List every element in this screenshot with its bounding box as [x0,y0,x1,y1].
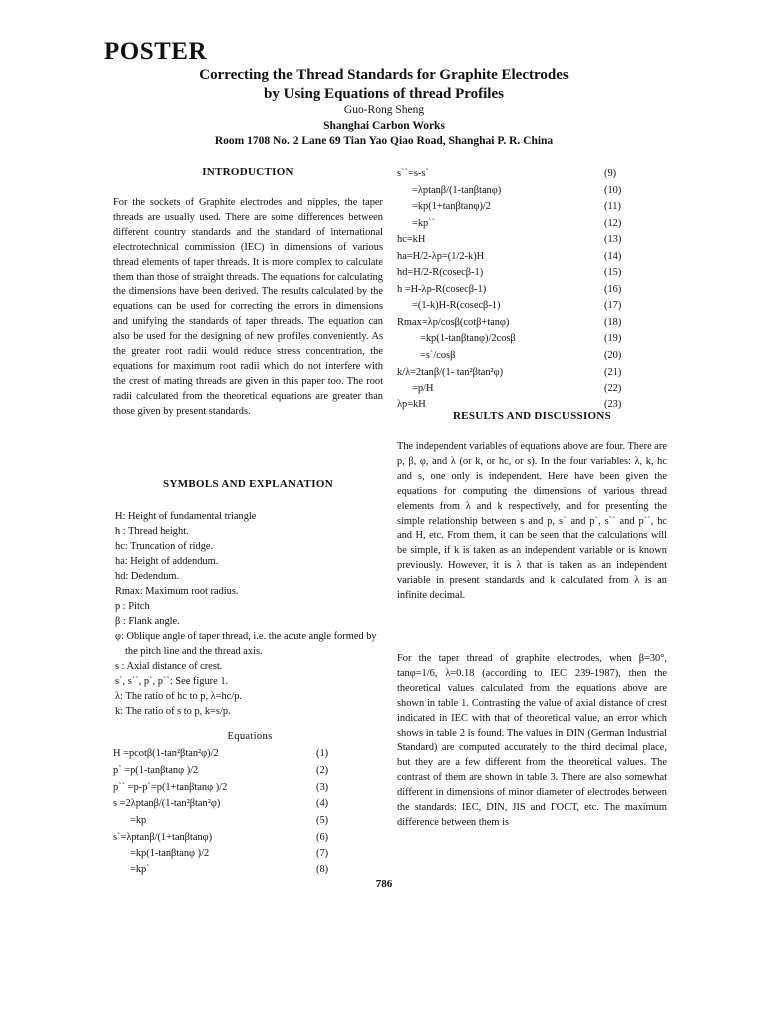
equation-number: (10) [604,185,622,196]
symbol-item: hc: Truncation of ridge. [115,541,214,552]
equation-expr: =kp(1+tanβtanφ)/2 [412,201,491,212]
equation-number: (12) [604,218,622,229]
results-paragraph-1: The independent variables of equations above are four. There are p, β, φ, and λ (or k, or hc, or s). In the four variables: λ, k, hc and s, one only is independent. Here have been given the equations for computing the dimensions of various thread elements from λ and k respectively, and for presenting the simple relationship between s and p, s` and p`, s`` and p``, hc and H, etc. From them, it can be seen that the calculations will be simple, if k is taken as an independent variable or is known previously. However, it is λ that is taken as an independent variable in present standards and k calculated from λ is an infinite decimal. [397,441,667,602]
equation-number: (19) [604,333,622,344]
symbols-heading: SYMBOLS AND EXPLANATION [163,478,333,490]
equation-number: (13) [604,234,622,245]
equations-heading: Equations [227,731,273,742]
symbol-item: ha: Height of addendum. [115,556,219,567]
equation-expr: k/λ=2tanβ/(1- tan²βtan²φ) [397,367,504,378]
equation-expr: H =pcotβ(1-tan²βtan²φ)/2 [113,748,219,759]
affiliation: Shanghai Carbon Works [323,120,445,132]
equation-number: (21) [604,367,622,378]
equation-expr: ha=H/2-λp=(1/2-k)H [397,251,485,262]
equation-number: (15) [604,267,622,278]
results-paragraph-2: For the taper thread of graphite electrodes, when β=30°, tanφ=1/6, λ=0.18 (according to IEC 239-1987), then the theoretical values calculated from the equations above are shown in table 1. Contrasting the value of axial distance of crest indicated in IEC with that of theoretical value, an error which shows in table 2 is found. The values in DIN (German Industrial Standard) are computed accurately to the third decimal place, but they are a few different from the theoretical values. The contrast of them are shown in table 3. There are also somewhat different in dimensions of minor diameter of electrodes between the standards: IEC, DIN, JIS and ГОСТ, etc. The maximum difference between them is [397,653,667,828]
equation-number: (8) [316,864,329,875]
equation-number: (23) [604,399,622,410]
poster-label: POSTER [104,38,208,65]
symbols-list [115,509,385,719]
equation-number: (18) [604,317,622,328]
page-number: 786 [375,878,393,890]
equation-number: (5) [316,815,329,826]
equation-number: (16) [604,284,622,295]
equation-expr: p`` =p-p`=p(1+tanβtanφ )/2 [113,782,228,793]
symbol-item: φ: Oblique angle of taper thread, i.e. the acute angle formed by the pitch line and the thread axis. [115,631,377,657]
equation-number: (14) [604,251,622,262]
symbol-item: s`, s``, p`, p``: See figure 1. [115,676,229,687]
equation-expr: Rmax=λp/cosβ(cotβ+tanφ) [397,317,510,328]
equation-number: (3) [316,782,329,793]
equation-expr: =kp` [130,864,150,875]
symbol-item: Rmax: Maximum root radius. [115,586,239,597]
equation-expr: p` =p(1-tanβtanφ )/2 [113,765,199,776]
equation-expr: s =2λptanβ/(1-tan²βtan²φ) [113,798,221,809]
equation-number: (22) [604,383,622,394]
equation-expr: =λptanβ/(1-tanβtanφ) [412,185,502,196]
symbol-item: k: The ratio of s to p, k=s/p. [115,706,231,717]
equation-number: (6) [316,832,329,843]
equation-number: (7) [316,848,329,859]
equation-expr: =kp(1-tanβtanφ)/2cosβ [420,333,516,344]
equation-expr: =s`/cosβ [420,350,456,361]
equation-number: (2) [316,765,329,776]
address: Room 1708 No. 2 Lane 69 Tian Yao Qiao Road, Shanghai P. R. China [214,135,554,147]
equation-expr: =kp [130,815,147,826]
symbol-item: h : Thread height. [115,526,189,537]
equation-expr: h =H-λp-R(cosecβ-1) [397,284,487,295]
equation-number: (1) [316,748,329,759]
equation-expr: λp=kH [397,399,426,410]
equation-number: (17) [604,300,622,311]
equation-expr: =kp`` [412,218,436,229]
equation-expr: hd=H/2-R(cosecβ-1) [397,267,484,278]
paper-title-line1: Correcting the Thread Standards for Graphite Electrodes [199,67,569,83]
symbol-item: λ: The ratio of hc to p, λ=hc/p. [115,691,243,702]
equation-expr: =p/H [412,383,434,394]
equation-number: (4) [316,798,329,809]
introduction-text: For the sockets of Graphite electrodes and nipples, the taper threads are usually used. There are some differences between different country standards and the standard of international electrotechnical commission (IEC) in dimensions of various thread elements of taper threads. It is more complex to calculate them than those of straight threads. The equations for calculating the dimensions have been derived. The results calculated by the equations can be used for correcting the errors in dimensions and unifying the standards of taper threads. The equation can also be used for the designing of new profiles conveniently. As the greater root radii would reduce stress concentration, the equations for maximum root radii which do not interfere with the crest of mating threads are given in this paper too. The root radii calculated from the theoretical equations are greater than those given by present standards. [113,197,383,417]
symbol-item: H: Height of fundamental triangle [115,511,257,522]
equation-expr: =kp(1-tanβtanφ )/2 [130,848,210,859]
symbol-item: β : Flank angle. [115,616,180,627]
symbol-item: s : Axial distance of crest. [115,661,223,672]
symbol-item: p : Pitch [115,601,150,612]
equation-number: (11) [604,201,621,212]
introduction-heading: INTRODUCTION [202,166,294,178]
author-name: Guo-Rong Sheng [343,104,425,116]
equation-expr: s``=s-s` [397,168,429,179]
results-heading: RESULTS AND DISCUSSIONS [452,410,612,422]
equation-expr: =(1-k)H-R(cosecβ-1) [412,300,501,311]
equation-expr: hc=kH [397,234,426,245]
paper-title-line2: by Using Equations of thread Profiles [264,86,504,102]
equation-number: (20) [604,350,622,361]
equation-expr: s`=λptanβ/(1+tanβtanφ) [113,832,213,843]
symbol-item: hd: Dedendum. [115,571,180,582]
equation-number: (9) [604,168,617,179]
